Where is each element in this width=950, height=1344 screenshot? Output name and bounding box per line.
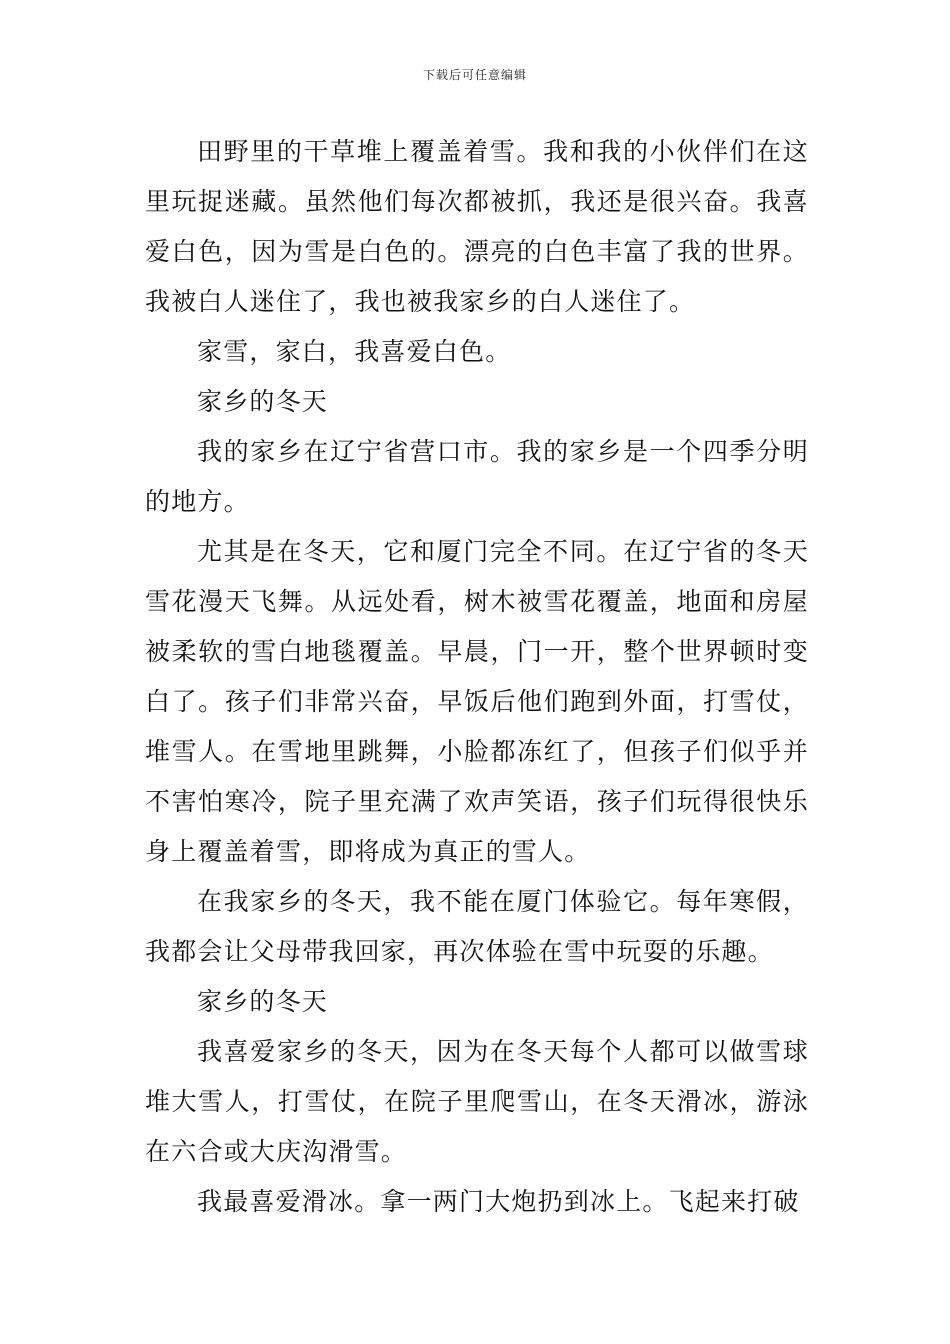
section-heading-winter: 家乡的冬天 xyxy=(197,387,329,416)
paragraph-winter-scene: 尤其是在冬天，它和厦门完全不同。在辽宁省的冬天雪花漫天飞舞。从远处看，树木被雪花覆盖，地面和房屋被柔软的雪白地毯覆盖。早晨，门一开，整个世界顿时变白了。孩子们非常兴奋，早饭后他们跑到外面，打雪仗，堆雪人。在雪地里跳舞，小脸都冻红了，但孩子们似乎并不害怕寒冷，院子里充满了欢声笑语，孩子们玩得很快乐身上覆盖着雪，即将成为真正的雪人。 xyxy=(145,537,809,866)
paragraph-home-snow: 家雪，家白，我喜爱白色。 xyxy=(197,337,512,366)
paragraph-hometown-location: 我的家乡在辽宁省营口市。我的家乡是一个四季分明的地方。 xyxy=(145,437,809,516)
header-note: 下载后可任意编辑 xyxy=(422,68,527,82)
section-heading-winter-2: 家乡的冬天 xyxy=(197,987,329,1016)
paragraph-snow-field: 田野里的干草堆上覆盖着雪。我和我的小伙伴们在这里玩捉迷藏。虽然他们每次都被抓，我还是很兴奋。我喜爱白色，因为雪是白色的。漂亮的白色丰富了我的世界。我被白人迷住了，我也被我家乡的白人迷住了。 xyxy=(145,137,809,316)
paragraph-winter-vacation: 在我家乡的冬天，我不能在厦门体验它。每年寒假，我都会让父母带我回家，再次体验在雪中玩耍的乐趣。 xyxy=(145,887,809,966)
paragraph-skating: 我最喜爱滑冰。拿一两门大炮扔到冰上。飞起来打破 xyxy=(197,1187,800,1216)
paragraph-winter-activities: 我喜爱家乡的冬天，因为在冬天每个人都可以做雪球堆大雪人，打雪仗，在院子里爬雪山，在冬天滑冰，游泳在六合或大庆沟滑雪。 xyxy=(145,1037,809,1166)
document-body xyxy=(145,127,809,1227)
